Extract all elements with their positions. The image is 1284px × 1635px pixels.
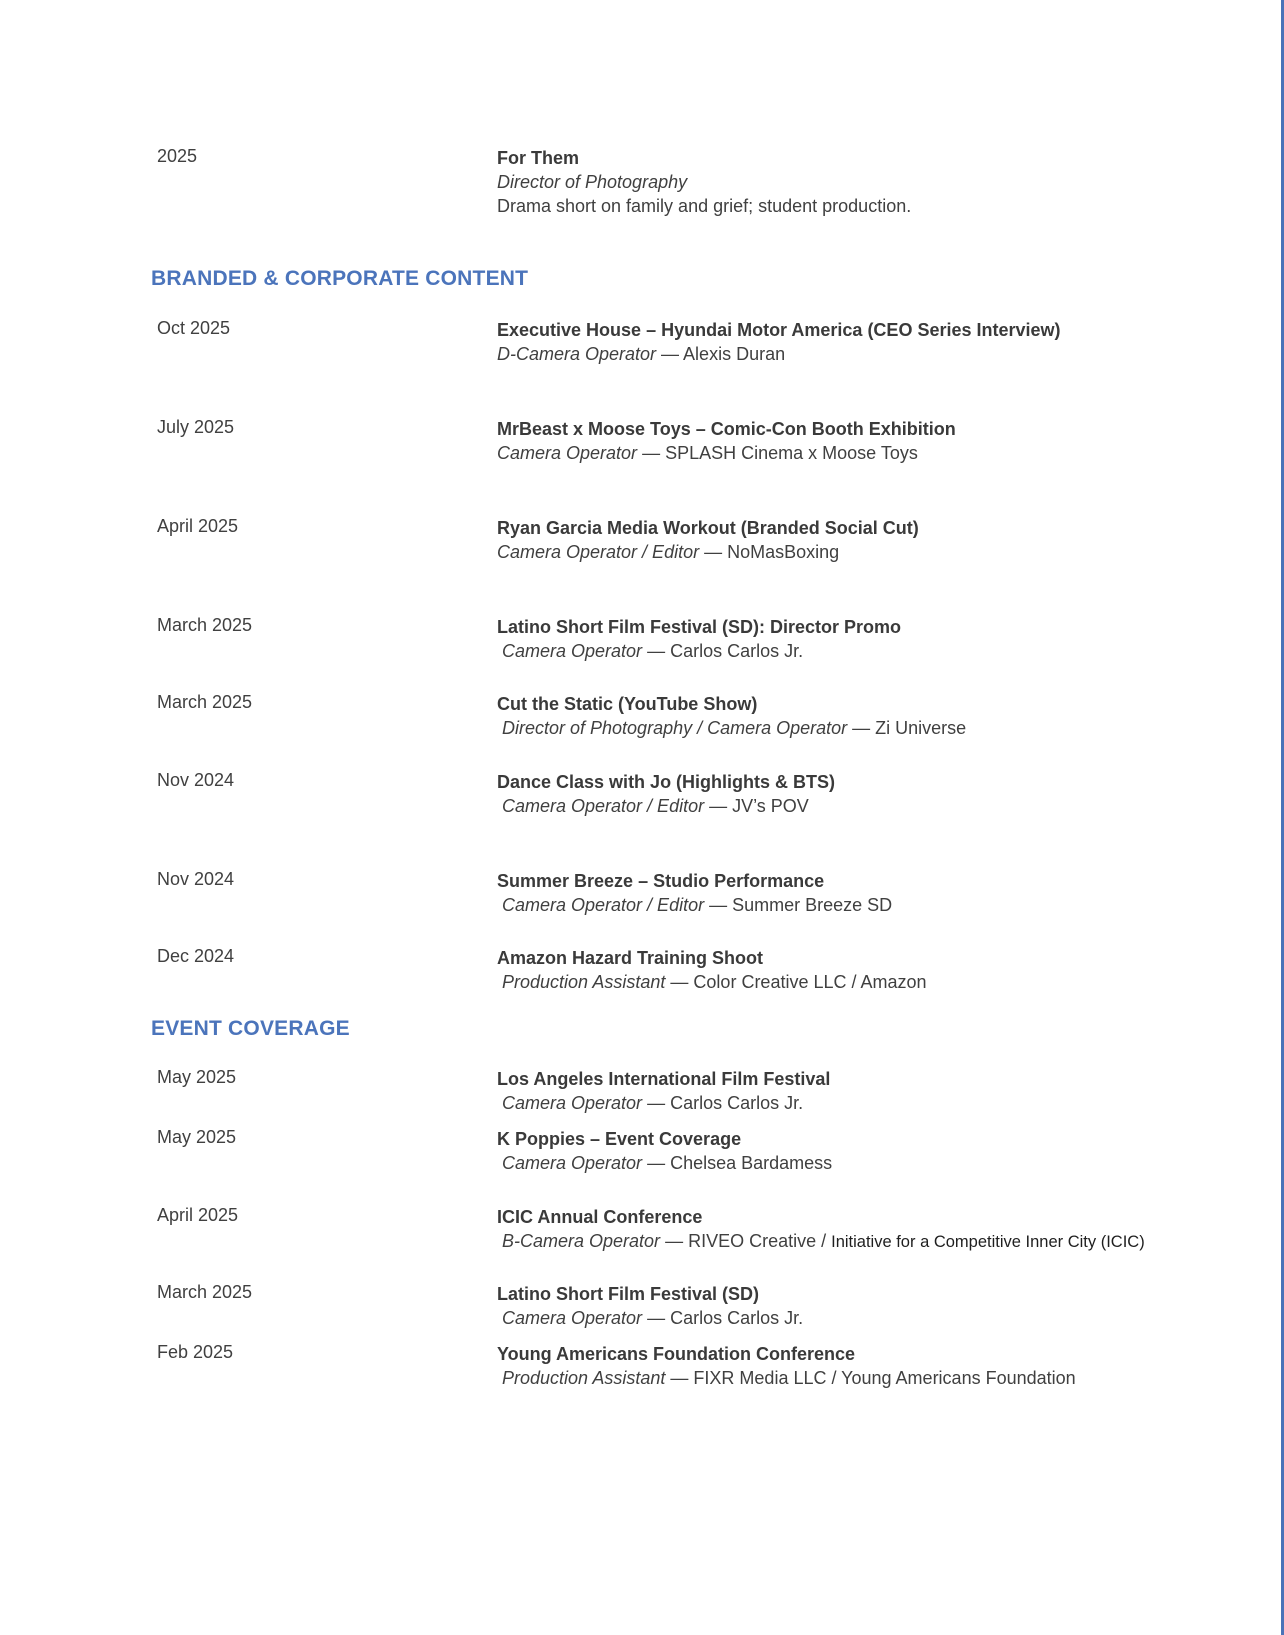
entry-client: — Carlos Carlos Jr. bbox=[642, 641, 804, 661]
entry-credit bbox=[497, 1366, 1277, 1390]
entry-body bbox=[497, 1205, 1277, 1254]
entry-body bbox=[497, 692, 1277, 740]
entry-date: Nov 2024 bbox=[157, 770, 235, 790]
entry-role: Camera Operator bbox=[502, 1093, 643, 1113]
entry-credit bbox=[497, 540, 1277, 564]
entry-body bbox=[497, 1342, 1277, 1390]
entry-role: D-Camera Operator bbox=[497, 344, 657, 364]
entry-body bbox=[497, 146, 1277, 218]
entry-credit bbox=[497, 1229, 1277, 1254]
entry-role: Director of Photography / Camera Operator bbox=[502, 718, 848, 738]
entry-credit bbox=[497, 893, 1277, 917]
entry-date: July 2025 bbox=[157, 417, 235, 437]
entry-client: — Zi Universe bbox=[847, 718, 967, 738]
section-heading-events: EVENT COVERAGE bbox=[151, 1017, 350, 1040]
entry-title: Summer Breeze – Studio Performance bbox=[497, 871, 825, 891]
entry-body bbox=[497, 615, 1277, 663]
entry-title: MrBeast x Moose Toys – Comic-Con Booth Exhibition bbox=[497, 419, 956, 439]
entry-body bbox=[497, 1067, 1277, 1115]
entry-client: — SPLASH Cinema x Moose Toys bbox=[637, 443, 918, 463]
entry-client: — FIXR Media LLC / Young Americans Foundation bbox=[665, 1368, 1076, 1388]
entry-body bbox=[497, 1282, 1277, 1330]
entry-client: — Alexis Duran bbox=[656, 344, 786, 364]
entry-role: Camera Operator bbox=[502, 1308, 643, 1328]
entry-title: Los Angeles International Film Festival bbox=[497, 1069, 831, 1089]
entry-client: — JV’s POV bbox=[704, 796, 809, 816]
entry-date: April 2025 bbox=[157, 1205, 239, 1225]
entry-body bbox=[497, 516, 1277, 564]
entry-client-org: Initiative for a Competitive Inner City (ICIC) bbox=[831, 1233, 1145, 1251]
entry-title: Ryan Garcia Media Workout (Branded Social Cut) bbox=[497, 518, 919, 538]
entry-body bbox=[497, 869, 1277, 917]
entry-date: May 2025 bbox=[157, 1127, 237, 1147]
entry-credit bbox=[497, 342, 1277, 366]
entry-title: Latino Short Film Festival (SD) bbox=[497, 1284, 760, 1304]
entry-title: K Poppies – Event Coverage bbox=[497, 1129, 742, 1149]
entry-client: — Summer Breeze SD bbox=[704, 895, 893, 915]
entry-role: Camera Operator / Editor bbox=[502, 895, 705, 915]
entry-role: Camera Operator / Editor bbox=[497, 542, 700, 562]
entry-client: — Color Creative LLC / Amazon bbox=[665, 972, 927, 992]
entry-title: For Them bbox=[497, 148, 580, 168]
entry-body bbox=[497, 1127, 1277, 1175]
entry-credit bbox=[497, 1151, 1277, 1175]
entry-role: Director of Photography bbox=[497, 172, 688, 192]
entry-role: Production Assistant bbox=[502, 1368, 666, 1388]
entry-body bbox=[497, 318, 1277, 366]
entry-date: Nov 2024 bbox=[157, 869, 235, 889]
entry-title: ICIC Annual Conference bbox=[497, 1207, 703, 1227]
entry-title: Executive House – Hyundai Motor America (CEO Series Interview) bbox=[497, 320, 1061, 340]
entry-client: — RIVEO Creative / bbox=[660, 1231, 832, 1251]
entry-credit bbox=[497, 794, 1277, 818]
entry-description: Drama short on family and grief; student production. bbox=[497, 196, 912, 216]
entry-body bbox=[497, 946, 1277, 994]
entry-title: Cut the Static (YouTube Show) bbox=[497, 694, 758, 714]
entry-title: Young Americans Foundation Conference bbox=[497, 1344, 856, 1364]
entry-date: May 2025 bbox=[157, 1067, 237, 1087]
entry-body bbox=[497, 770, 1277, 818]
entry-date: 2025 bbox=[157, 146, 198, 166]
entry-role: Camera Operator bbox=[497, 443, 638, 463]
section-heading-branded: BRANDED & CORPORATE CONTENT bbox=[151, 267, 529, 290]
entry-role: B-Camera Operator bbox=[502, 1231, 661, 1251]
entry-date: March 2025 bbox=[157, 1282, 253, 1302]
entry-title: Dance Class with Jo (Highlights & BTS) bbox=[497, 772, 836, 792]
entry-credit bbox=[497, 1091, 1277, 1115]
entry-date: Dec 2024 bbox=[157, 946, 235, 966]
entry-role: Production Assistant bbox=[502, 972, 666, 992]
entry-date: Feb 2025 bbox=[157, 1342, 234, 1362]
entry-credit bbox=[497, 1306, 1277, 1330]
entry-date: Oct 2025 bbox=[157, 318, 231, 338]
entry-client: — Chelsea Bardamess bbox=[642, 1153, 833, 1173]
entry-title: Latino Short Film Festival (SD): Director Promo bbox=[497, 617, 902, 637]
entry-date: April 2025 bbox=[157, 516, 239, 536]
entry-role: Camera Operator bbox=[502, 1153, 643, 1173]
entry-credit bbox=[497, 716, 1277, 740]
entry-role: Camera Operator bbox=[502, 641, 643, 661]
entry-body bbox=[497, 417, 1277, 465]
entry-client: — Carlos Carlos Jr. bbox=[642, 1308, 804, 1328]
entry-date: March 2025 bbox=[157, 615, 253, 635]
entry-client: — NoMasBoxing bbox=[699, 542, 840, 562]
entry-credit bbox=[497, 441, 1277, 465]
entry-credit bbox=[497, 970, 1277, 994]
entry-title: Amazon Hazard Training Shoot bbox=[497, 948, 764, 968]
entry-date: March 2025 bbox=[157, 692, 253, 712]
entry-client: — Carlos Carlos Jr. bbox=[642, 1093, 804, 1113]
entry-credit bbox=[497, 639, 1277, 663]
entry-role: Camera Operator / Editor bbox=[502, 796, 705, 816]
